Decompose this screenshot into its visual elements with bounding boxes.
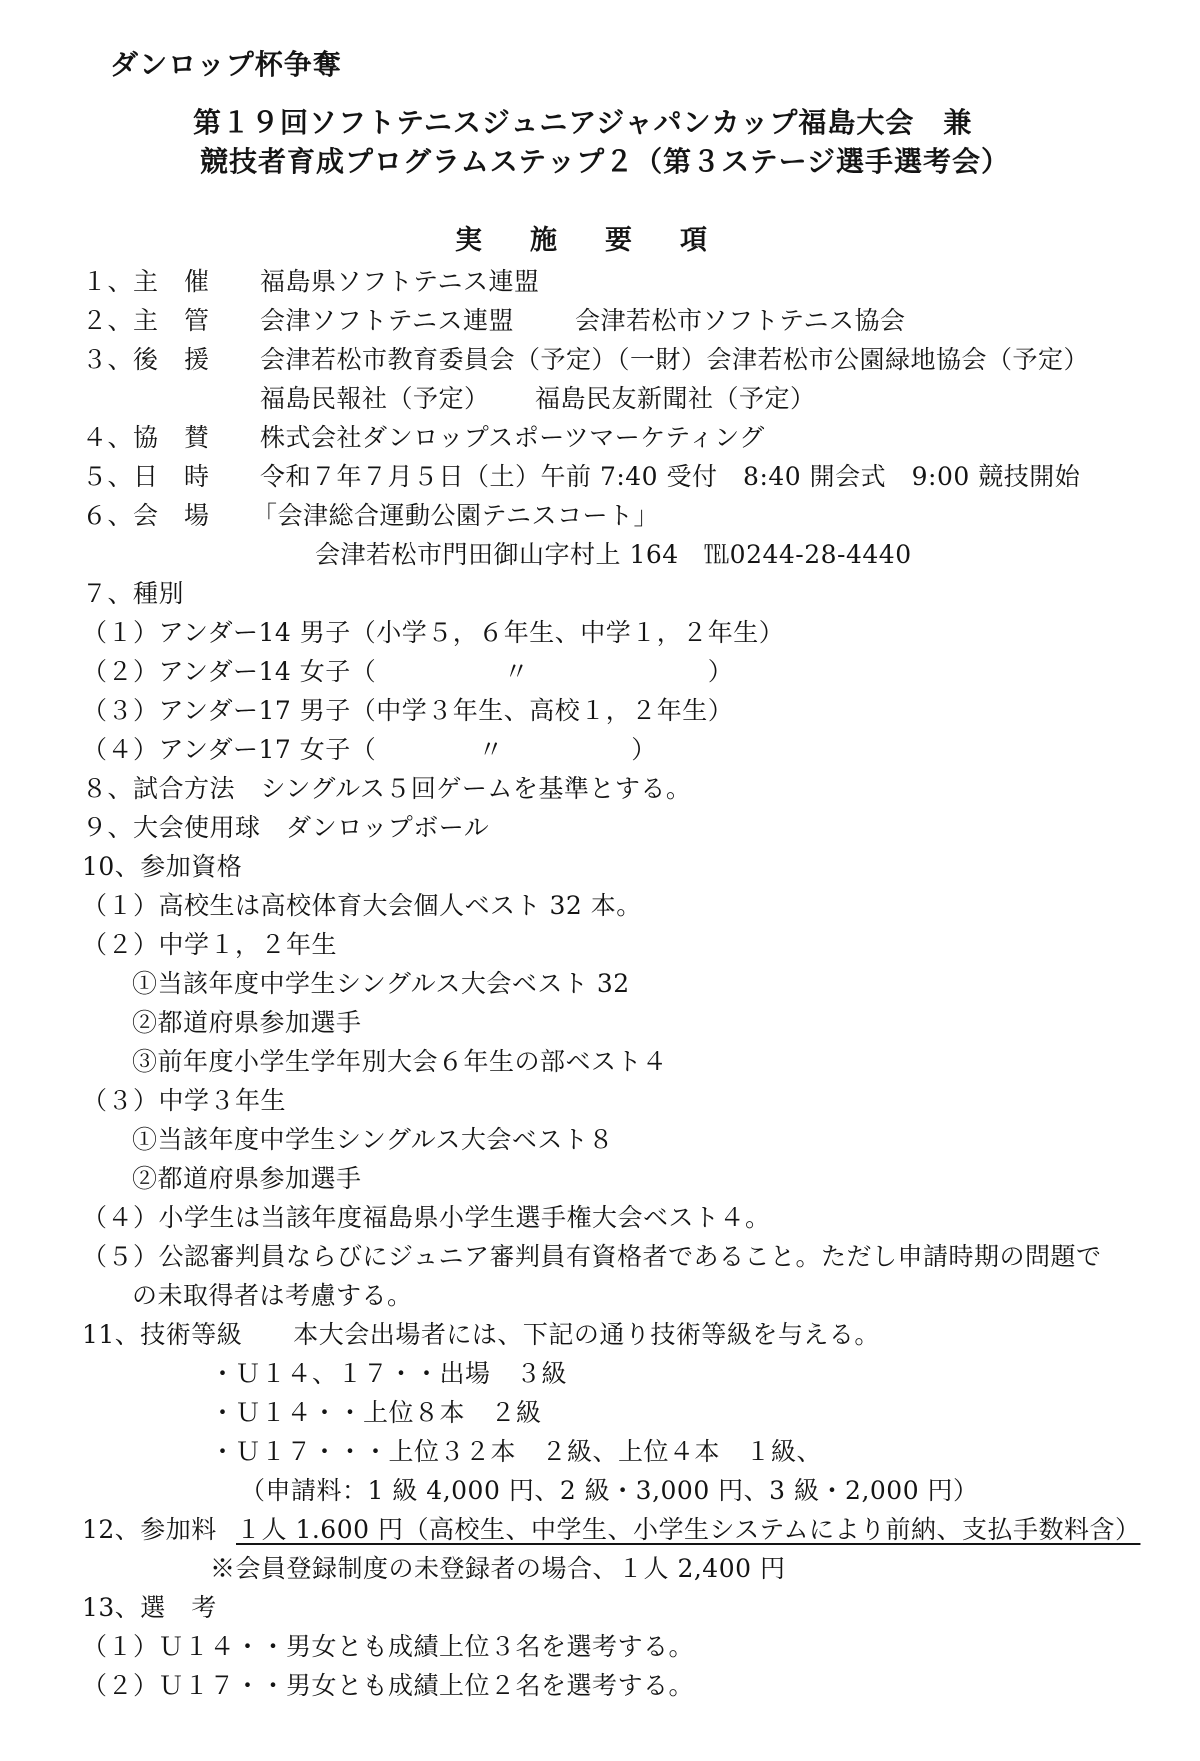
grade-1: ・Ｕ１４、１７・・出場 ３級: [210, 1359, 568, 1388]
item-2-label: ２、主 管: [82, 306, 210, 335]
title-line-2: 競技者育成プログラムステップ２（第３ステージ選手選考会）: [200, 145, 1011, 178]
title-line-1: 第１９回ソフトテニスジュニアジャパンカップ福島大会 兼: [193, 106, 973, 139]
item-9: ９、大会使用球 ダンロップボール: [82, 813, 490, 842]
item-2-value-1: 会津ソフトテニス連盟: [260, 306, 515, 335]
qualification-3b: ②都道府県参加選手: [132, 1164, 362, 1193]
grade-3: ・Ｕ１７・・・上位３２本 ２級、上位４本 １級、: [210, 1437, 823, 1466]
qualification-2c: ③前年度小学生学年別大会６年生の部ベスト４: [132, 1047, 668, 1076]
selection-1: （１）Ｕ１４・・男女とも成績上位３名を選考する。: [82, 1632, 695, 1661]
item-3-label: ３、後 援: [82, 345, 210, 374]
item-6-address: 会津若松市門田御山字村上 164 ℡0244-28-4440: [315, 540, 912, 569]
category-2: （２）アンダー14 女子（ 〃 ）: [82, 657, 734, 686]
item-3-line-2b: 福島民友新聞社（予定）: [535, 384, 816, 413]
item-2-value-2: 会津若松市ソフトテニス協会: [575, 306, 906, 335]
qualification-1: （１）高校生は高校体育大会個人ベスト 32 本。: [82, 891, 642, 920]
item-1-value: 福島県ソフトテニス連盟: [260, 267, 540, 296]
cup-name: ダンロップ杯争奪: [110, 48, 342, 81]
item-8: ８、試合方法 シングルス５回ゲームを基準とする。: [82, 774, 692, 803]
item-3-line-1: 会津若松市教育委員会（予定）（一財）会津若松市公園緑地協会（予定）: [260, 345, 1090, 374]
item-12-value: １人 1.600 円（高校生、中学生、小学生システムにより前納、支払手数料含）: [236, 1515, 1141, 1544]
item-1-label: １、主 催: [82, 267, 210, 296]
item-3-line-2a: 福島民報社（予定）: [260, 384, 490, 413]
item-12-label: 12、参加料: [82, 1515, 217, 1544]
qualification-5-cont: の未取得者は考慮する。: [132, 1281, 413, 1310]
category-3: （３）アンダー17 男子（中学３年生、高校１，２年生）: [82, 696, 734, 725]
item-5-label: ５、日 時: [82, 462, 210, 491]
qualification-3: （３）中学３年生: [82, 1086, 287, 1115]
qualification-5: （５）公認審判員ならびにジュニア審判員有資格者であること。ただし申請時期の問題で: [82, 1242, 1102, 1271]
qualification-2a: ①当該年度中学生シングルス大会ベスト 32: [132, 969, 630, 998]
qualification-3a: ①当該年度中学生シングルス大会ベスト８: [132, 1125, 614, 1154]
item-4-value: 株式会社ダンロップスポーツマーケティング: [260, 423, 765, 452]
item-6-label: ６、会 場: [82, 501, 210, 530]
item-12-note: ※会員登録制度の未登録者の場合、１人 2,400 円: [210, 1554, 786, 1583]
item-10-label: 10、参加資格: [82, 852, 243, 881]
item-11-label: 11、技術等級 本大会出場者には、下記の通り技術等級を与える。: [82, 1320, 880, 1349]
section-heading: 実施要項: [455, 225, 755, 256]
qualification-2b: ②都道府県参加選手: [132, 1008, 362, 1037]
qualification-4: （４）小学生は当該年度福島県小学生選手権大会ベスト４。: [82, 1203, 771, 1232]
qualification-2: （２）中学１，２年生: [82, 930, 338, 959]
item-4-label: ４、協 賛: [82, 423, 210, 452]
category-1: （１）アンダー14 男子（小学５，６年生、中学１，２年生）: [82, 618, 785, 647]
grade-fee: （申請料：1 級 4,000 円、2 級・3,000 円、3 級・2,000 円）: [240, 1476, 979, 1505]
selection-2: （２）Ｕ１７・・男女とも成績上位２名を選考する。: [82, 1671, 695, 1700]
item-13-label: 13、選 考: [82, 1593, 217, 1622]
item-7-label: ７、種別: [82, 579, 185, 608]
item-5-value: 令和７年７月５日（土）午前 7:40 受付 8:40 開会式 9:00 競技開始: [260, 462, 1081, 491]
item-6-venue: 「会津総合運動公園テニスコート」: [252, 501, 660, 530]
category-4: （４）アンダー17 女子（ 〃 ）: [82, 735, 657, 764]
grade-2: ・Ｕ１４・・上位８本 ２級: [210, 1398, 542, 1427]
